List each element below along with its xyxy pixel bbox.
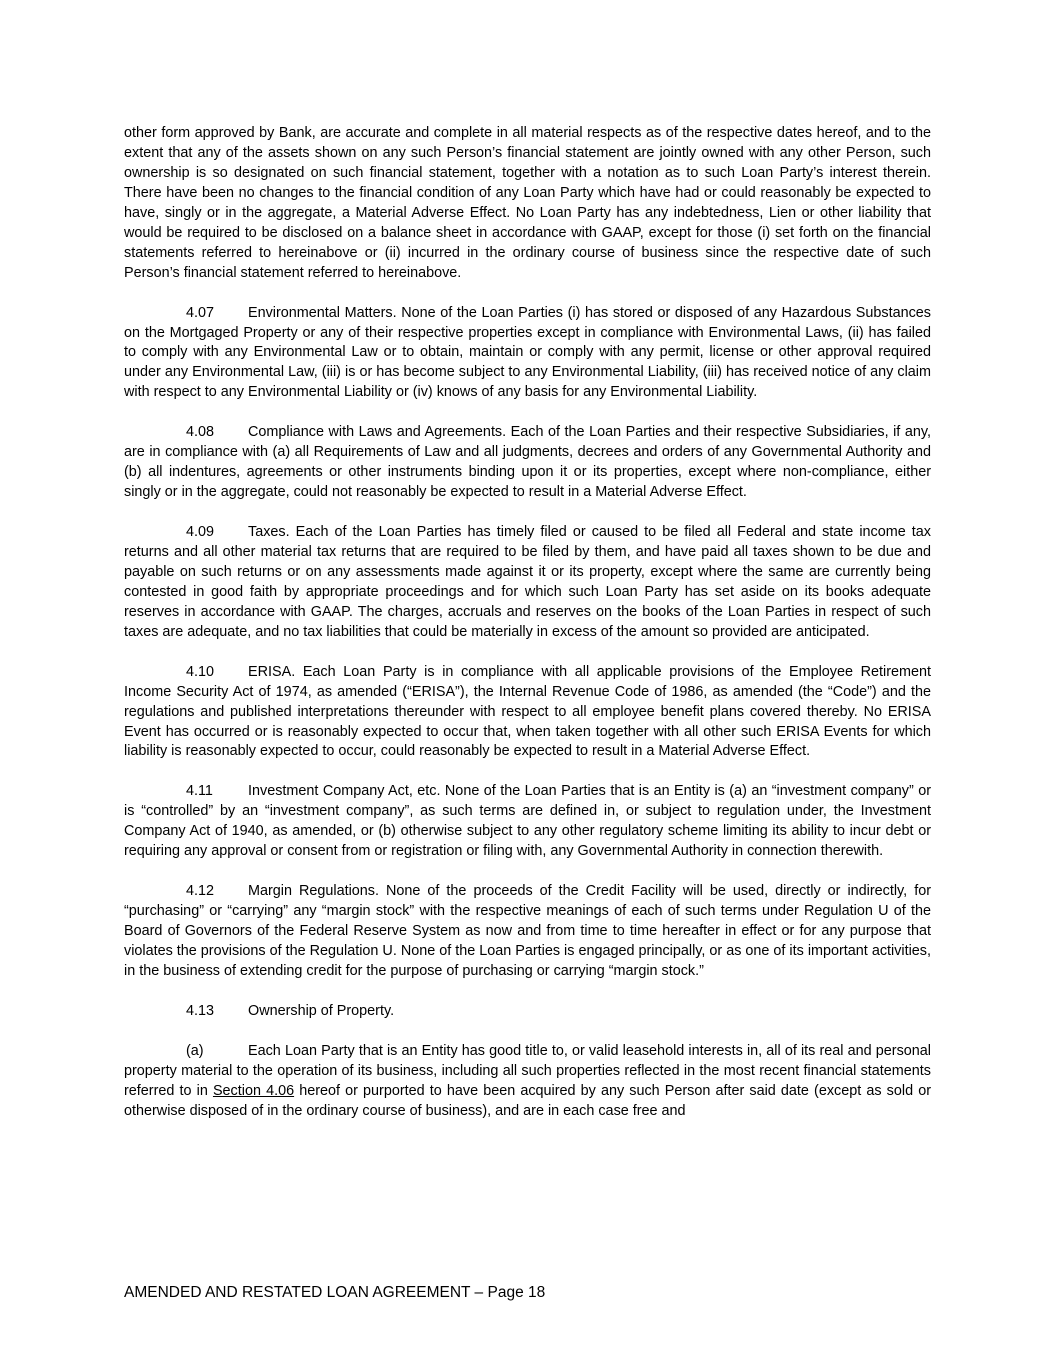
subsection-label: (a) xyxy=(186,1042,204,1059)
section-number: 4.09 xyxy=(186,524,215,541)
page-footer xyxy=(124,1284,545,1302)
section-body: . None of the Loan Parties (i) has stored or disposed of any Hazardous Substances on the Mortgaged Property or any of their respective properties except in compliance with Environmental Laws, (ii) has failed to comply with any Environmental Law or to obtain, maintain or comply with any permit, license or other approval required under any Environmental Law, (iii) is or has become subject to any Environmental Liability, (iii) has received notice of any claim with respect to any Environmental Liability or (iv) knows of any basis for any Environmental Liability. xyxy=(124,304,932,401)
footer-title: AMENDED AND RESTATED LOAN AGREEMENT xyxy=(124,1284,471,1301)
section-body: . None of the proceeds of the Credit Facility will be used, directly or indirectly, for “purchasing” or “carrying” any “margin stock” with the respective meanings of each of such terms under Regulation U of the Board of Governors of the Federal Reserve System as now and from time to time hereafter in effect or for any purpose that violates the provisions of the Regulation U. None of the Loan Parties is engaged principally, or as one of its important activities, in the business of extending credit for the purpose of purchasing or carrying “margin stock.” xyxy=(124,883,931,979)
section-title: Margin Regulations xyxy=(248,883,375,900)
section-4-06-reference-link[interactable]: Section 4.06 xyxy=(212,1082,295,1099)
section-title: Investment Company Act, etc xyxy=(248,783,437,800)
section-number: 4.11 xyxy=(186,783,213,800)
section-4-12 xyxy=(124,882,931,982)
section-number: 4.13 xyxy=(186,1002,215,1019)
section-title: Taxes xyxy=(248,524,286,541)
section-number: 4.10 xyxy=(186,663,215,680)
section-body: . None of the Loan Parties that is an Entity is (a) an “investment company” or is “controlled” by an “investment company”, as such terms are defined in, or subject to regulation under, the Investment Company Act of 1940, as amended, or (b) otherwise subject to any other regulatory scheme limiting its ability to incur debt or requiring any approval or consent from or registration or filing with, any Governmental Authority in connection therewith. xyxy=(124,783,931,860)
section-4-13-heading xyxy=(124,1002,931,1022)
section-number: 4.08 xyxy=(186,424,215,441)
section-number: 4.12 xyxy=(186,883,215,900)
section-number: 4.07 xyxy=(186,304,215,321)
section-4-08 xyxy=(124,423,931,503)
section-4-11 xyxy=(124,782,931,862)
section-title: Ownership of Property xyxy=(248,1002,391,1019)
section-body: . Each of the Loan Parties has timely filed or caused to be filed all Federal and state income tax returns and all other material tax returns that are required to be filed by them, and have paid all taxes shown to be due and payable on such returns or on any assessments made against it or its property, except where the same are currently being contested in good faith by appropriate proceedings and for which such Loan Party has set aside on its books adequate reserves in accordance with GAAP. The charges, accruals and reserves on the books of the Loan Parties in respect of such taxes are adequate, and no tax liabilities that could be materially in excess of the amount so provided are anticipated. xyxy=(124,524,931,640)
subsection-4-13-a xyxy=(124,1042,931,1122)
section-title: Compliance with Laws and Agreements xyxy=(248,424,503,441)
section-body: . Each of the Loan Parties and their respective Subsidiaries, if any, are in compliance with (a) all Requirements of Law and all judgments, decrees and orders of any Governmental Authority and (b) all indentures, agreements or other instruments binding upon it or its properties, except where non-compliance, either singly or in the aggregate, could not reasonably be expected to result in a Material Adverse Effect. xyxy=(124,424,931,501)
footer-separator: – xyxy=(474,1284,484,1301)
page-number: Page 18 xyxy=(487,1284,546,1301)
subsection-text-start: Each Loan Party that is an Entity has good title to, or valid leasehold interests in, all of its real and personal property material to the operation of its business, including all such properties reflected in the most recent financial statements referred to in xyxy=(124,1042,931,1099)
section-4-09 xyxy=(124,523,931,643)
document-body xyxy=(124,124,931,1141)
section-body: . Each Loan Party is in compliance with all applicable provisions of the Employee Retirement Income Security Act of 1974, as amended (“ERISA”), the Internal Revenue Code of 1986, as amended (the “Code”) and the regulations and published interpretations thereunder with respect to all employee benefit plans covered thereby. No ERISA Event has occurred or is reasonably expected to occur that, when taken together with all other such ERISA Events for which liability is reasonably expected to occur, could reasonably be expected to result in a Material Adverse Effect. xyxy=(124,663,931,760)
section-title: ERISA xyxy=(248,663,292,680)
section-4-10 xyxy=(124,663,931,763)
section-4-07 xyxy=(124,304,931,404)
subsection-text-end: hereof or purported to have been acquired by any such Person after said date (except as sold or otherwise disposed of in the ordinary course of business), and are in each case free and xyxy=(124,1082,931,1119)
section-title-period: . xyxy=(390,1002,395,1019)
section-title: Environmental Matters xyxy=(248,304,393,321)
continued-paragraph: other form approved by Bank, are accurate and complete in all material respects as of the respective dates hereof, and to the extent that any of the assets shown on any such Person’s financial statement are jointly owned with any other Person, such ownership is so designated on such financial statement, together with a notation as to such Loan Party’s interest therein. There have been no changes to the financial condition of any Loan Party which have had or could reasonably be expected to have, singly or in the aggregate, a Material Adverse Effect. No Loan Party has any indebtedness, Lien or other liability that would be required to be disclosed on a balance sheet in accordance with GAAP, except for those (i) set forth on the financial statements referred to hereinabove or (ii) incurred in the ordinary course of business since the respective date of such Person’s financial statement referred to hereinabove. xyxy=(124,125,931,281)
